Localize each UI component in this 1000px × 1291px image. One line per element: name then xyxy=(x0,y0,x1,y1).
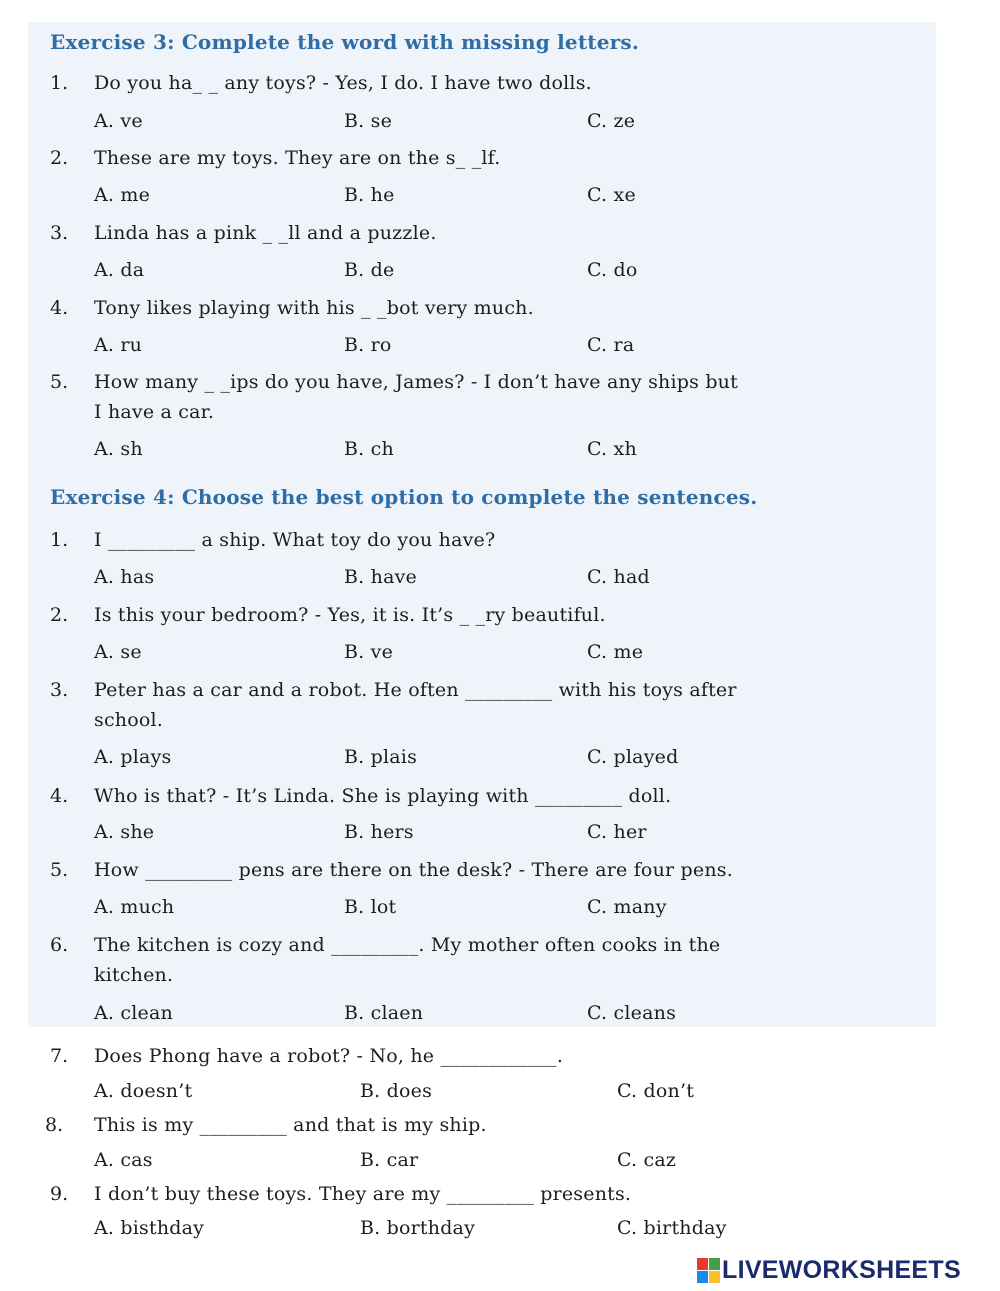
ex4-q2-number: 2. xyxy=(50,604,69,626)
liveworksheets-logo[interactable] xyxy=(697,1255,961,1285)
ex4-q2-option-c[interactable]: C. me xyxy=(587,641,644,663)
ex4-q3-text-line1: Peter has a car and a robot. He often _________ with his toys after xyxy=(94,679,737,701)
ex3-q1-number: 1. xyxy=(50,72,69,94)
ex4-q9-option-a[interactable]: A. bisthday xyxy=(94,1217,205,1239)
ex3-q2-option-c[interactable]: C. xe xyxy=(587,184,636,206)
ex4-q1-number: 1. xyxy=(50,529,69,551)
ex4-q8-option-a[interactable]: A. cas xyxy=(94,1149,153,1171)
ex4-q6-number: 6. xyxy=(50,934,69,956)
logo-square-1 xyxy=(697,1258,708,1270)
ex4-q5-option-a[interactable]: A. much xyxy=(94,896,175,918)
ex4-q2-text: Is this your bedroom? - Yes, it is. It’s _ _ry beautiful. xyxy=(94,604,606,626)
ex4-q5-number: 5. xyxy=(50,859,69,881)
exercise-4-title: Exercise 4: Choose the best option to complete the sentences. xyxy=(50,485,758,509)
ex3-q5-number: 5. xyxy=(50,371,69,393)
ex4-q9-text: I don’t buy these toys. They are my _________ presents. xyxy=(94,1183,632,1205)
ex3-q3-option-a[interactable]: A. da xyxy=(94,259,145,281)
ex4-q4-number: 4. xyxy=(50,785,69,807)
ex3-q4-number: 4. xyxy=(50,297,69,319)
ex3-q4-option-b[interactable]: B. ro xyxy=(344,334,392,356)
ex4-q6-text-line2: kitchen. xyxy=(94,964,174,986)
ex3-q5-text-line1: How many _ _ips do you have, James? - I don’t have any ships but xyxy=(94,371,738,393)
ex4-q8-number: 8. xyxy=(45,1114,64,1136)
ex4-q7-text: Does Phong have a robot? - No, he ____________. xyxy=(94,1045,564,1067)
ex4-q2-option-a[interactable]: A. se xyxy=(94,641,142,663)
ex4-q4-option-c[interactable]: C. her xyxy=(587,821,647,843)
ex4-q7-number: 7. xyxy=(50,1045,69,1067)
ex4-q9-number: 9. xyxy=(50,1183,69,1205)
ex4-q5-option-b[interactable]: B. lot xyxy=(344,896,397,918)
ex4-q1-option-a[interactable]: A. has xyxy=(94,566,155,588)
ex4-q4-option-b[interactable]: B. hers xyxy=(344,821,414,843)
ex3-q2-text: These are my toys. They are on the s_ _lf. xyxy=(94,147,501,169)
ex4-q8-option-b[interactable]: B. car xyxy=(360,1149,419,1171)
ex4-q3-text-line2: school. xyxy=(94,709,164,731)
ex3-q2-option-a[interactable]: A. me xyxy=(94,184,151,206)
ex4-q8-option-c[interactable]: C. caz xyxy=(617,1149,677,1171)
ex3-q5-text-line2: I have a car. xyxy=(94,401,215,423)
ex4-q7-option-a[interactable]: A. doesn’t xyxy=(94,1080,193,1102)
ex4-q5-option-c[interactable]: C. many xyxy=(587,896,667,918)
ex4-q6-text-line1: The kitchen is cozy and _________. My mother often cooks in the xyxy=(94,934,721,956)
liveworksheets-logo-icon xyxy=(697,1258,719,1282)
ex4-q4-option-a[interactable]: A. she xyxy=(94,821,155,843)
ex3-q5-option-b[interactable]: B. ch xyxy=(344,438,394,460)
ex4-q1-option-c[interactable]: C. had xyxy=(587,566,650,588)
logo-square-4 xyxy=(709,1271,720,1283)
ex4-q7-option-c[interactable]: C. don’t xyxy=(617,1080,695,1102)
ex3-q4-text: Tony likes playing with his _ _bot very much. xyxy=(94,297,534,319)
ex3-q1-option-b[interactable]: B. se xyxy=(344,110,393,132)
ex4-q6-option-c[interactable]: C. cleans xyxy=(587,1002,677,1024)
ex3-q4-option-a[interactable]: A. ru xyxy=(94,334,143,356)
ex4-q9-option-b[interactable]: B. borthday xyxy=(360,1217,476,1239)
ex3-q5-option-a[interactable]: A. sh xyxy=(94,438,143,460)
ex3-q4-option-c[interactable]: C. ra xyxy=(587,334,635,356)
ex4-q9-option-c[interactable]: C. birthday xyxy=(617,1217,727,1239)
ex3-q5-option-c[interactable]: C. xh xyxy=(587,438,637,460)
ex4-q5-text: How _________ pens are there on the desk? - There are four pens. xyxy=(94,859,733,881)
ex3-q3-text: Linda has a pink _ _ll and a puzzle. xyxy=(94,222,437,244)
ex4-q4-text: Who is that? - It’s Linda. She is playing with _________ doll. xyxy=(94,785,672,807)
ex4-q8-text: This is my _________ and that is my ship. xyxy=(94,1114,487,1136)
ex4-q3-option-c[interactable]: C. played xyxy=(587,746,679,768)
ex3-q1-text: Do you ha_ _ any toys? - Yes, I do. I have two dolls. xyxy=(94,72,592,94)
ex3-q3-option-c[interactable]: C. do xyxy=(587,259,638,281)
ex4-q3-number: 3. xyxy=(50,679,69,701)
logo-square-2 xyxy=(709,1258,720,1270)
ex3-q1-option-c[interactable]: C. ze xyxy=(587,110,636,132)
ex4-q2-option-b[interactable]: B. ve xyxy=(344,641,394,663)
ex4-q7-option-b[interactable]: B. does xyxy=(360,1080,433,1102)
ex4-q6-option-b[interactable]: B. claen xyxy=(344,1002,424,1024)
ex4-q3-option-a[interactable]: A. plays xyxy=(94,746,172,768)
exercise-3-title: Exercise 3: Complete the word with missing letters. xyxy=(50,30,639,54)
logo-square-3 xyxy=(697,1271,708,1283)
ex4-q6-option-a[interactable]: A. clean xyxy=(94,1002,173,1024)
ex4-q3-option-b[interactable]: B. plais xyxy=(344,746,418,768)
ex4-q1-option-b[interactable]: B. have xyxy=(344,566,417,588)
ex3-q3-option-b[interactable]: B. de xyxy=(344,259,395,281)
ex3-q2-option-b[interactable]: B. he xyxy=(344,184,395,206)
ex3-q3-number: 3. xyxy=(50,222,69,244)
ex3-q2-number: 2. xyxy=(50,147,69,169)
liveworksheets-logo-text: LIVEWORKSHEETS xyxy=(722,1255,961,1284)
ex3-q1-option-a[interactable]: A. ve xyxy=(94,110,143,132)
ex4-q1-text: I _________ a ship. What toy do you have? xyxy=(94,529,496,551)
